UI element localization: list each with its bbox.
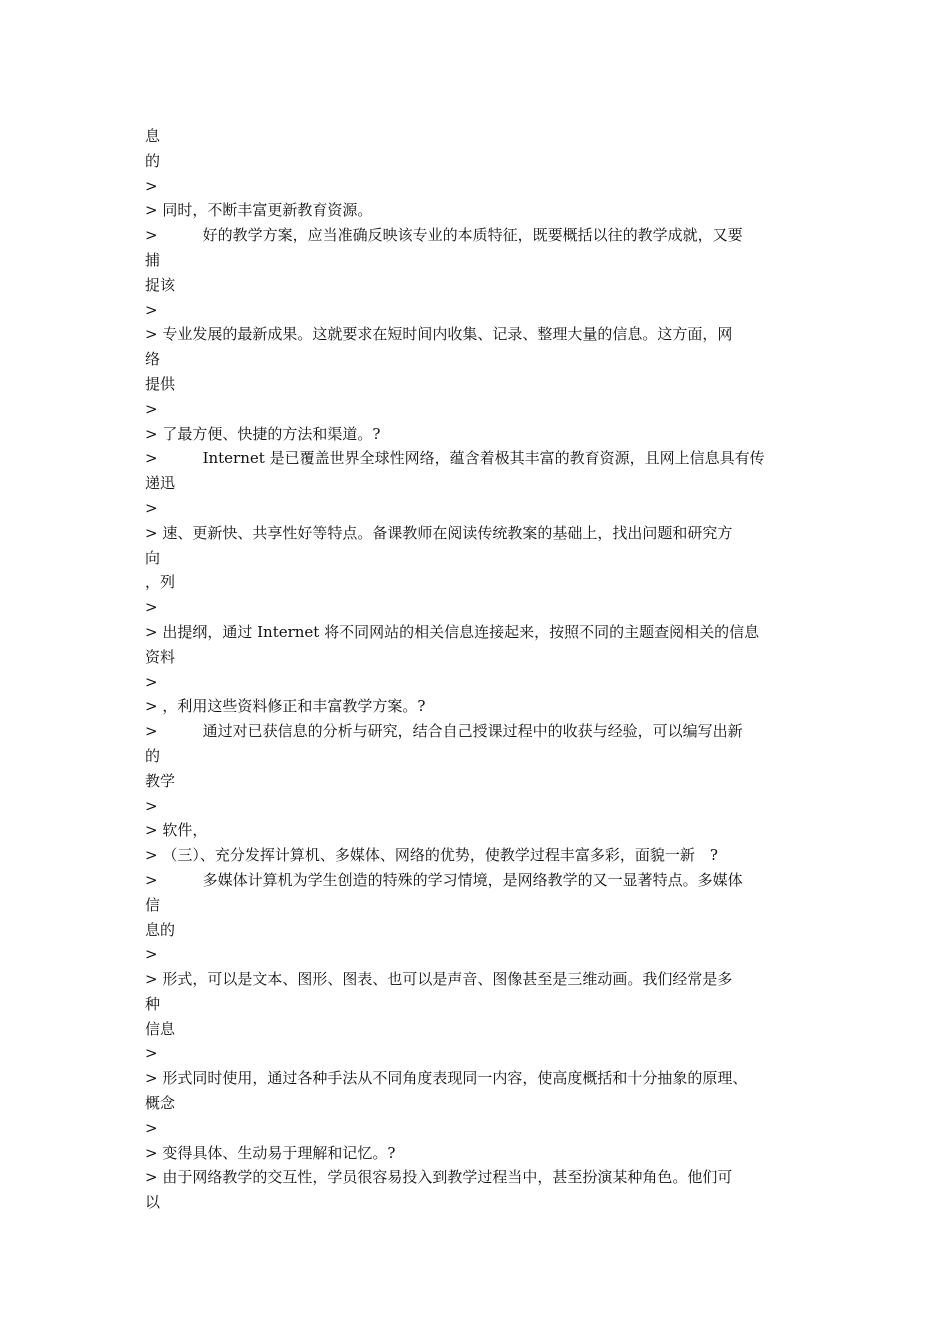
- text-line: >: [145, 1118, 158, 1137]
- text-line: > 形式同时使用，通过各种手法从不同角度表现同一内容，使高度概括和十分抽象的原理、: [145, 1069, 748, 1088]
- text-line: 捕: [145, 250, 161, 269]
- text-line: 概念: [145, 1094, 176, 1113]
- text-line: 以: [145, 1193, 161, 1212]
- text-line: 息的: [145, 920, 176, 939]
- text-line: > 出提纲，通过 Internet 将不同网站的相关信息连接起来，按照不同的主题查阅相关的信息: [145, 622, 760, 641]
- text-line: 的: [145, 746, 161, 765]
- text-line: ，列: [145, 573, 176, 592]
- text-line: >: [145, 945, 158, 964]
- text-line: > 了最方便、快捷的方法和渠道。?: [145, 424, 381, 443]
- text-line: >: [145, 672, 158, 691]
- text-line: >: [145, 598, 158, 617]
- text-line: > 形式，可以是文本、图形、图表、也可以是声音、图像甚至是三维动画。我们经常是多: [145, 970, 733, 989]
- text-line: > 软件，: [145, 821, 208, 840]
- text-line: >: [145, 1044, 158, 1063]
- text-line: 向: [145, 548, 161, 567]
- text-line: 信: [145, 895, 161, 914]
- text-line: > Internet 是已覆盖世界全球性网络，蕴含着极其丰富的教育资源，且网上信息具有传: [145, 449, 765, 468]
- text-line: 的: [145, 151, 161, 170]
- text-line: 提供: [145, 374, 176, 393]
- text-line: 教学: [145, 771, 176, 790]
- text-line: > 多媒体计算机为学生创造的特殊的学习情境，是网络教学的又一显著特点。多媒体: [145, 870, 743, 889]
- text-line: >: [145, 796, 158, 815]
- text-line: > 变得具体、生动易于理解和记忆。?: [145, 1143, 396, 1162]
- text-line: 息: [145, 127, 161, 145]
- text-line: > ，利用这些资料修正和丰富教学方案。?: [145, 697, 426, 716]
- text-line: >: [145, 176, 158, 195]
- text-line: >: [145, 300, 158, 319]
- text-line: 络: [145, 350, 161, 369]
- text-line: > 同时，不断丰富更新教育资源。: [145, 201, 373, 220]
- text-line: 资料: [145, 647, 176, 666]
- text-line: > 好的教学方案，应当准确反映该专业的本质特征，既要概括以往的教学成就，又要: [145, 226, 743, 245]
- text-line: > 专业发展的最新成果。这就要求在短时间内收集、记录、整理大量的信息。这方面，网: [145, 325, 733, 344]
- text-line: 捉该: [145, 275, 176, 294]
- text-line: > 由于网络教学的交互性，学员很容易投入到教学过程当中，甚至扮演某种角色。他们可: [145, 1168, 733, 1187]
- text-line: >: [145, 399, 158, 418]
- text-line: > 速、更新快、共享性好等特点。备课教师在阅读传统教案的基础上，找出问题和研究方: [145, 523, 733, 542]
- document-body: [145, 124, 815, 1215]
- text-line: > 通过对已获信息的分析与研究，结合自己授课过程中的收获与经验，可以编写出新: [145, 722, 743, 741]
- text-line: 信息: [145, 1019, 176, 1038]
- text-line: > （三）、充分发挥计算机、多媒体、网络的优势，使教学过程丰富多彩，面貌一新 ?: [145, 846, 718, 865]
- text-line: 种: [145, 994, 161, 1013]
- text-line: 递迅: [145, 474, 176, 493]
- text-line: >: [145, 498, 158, 517]
